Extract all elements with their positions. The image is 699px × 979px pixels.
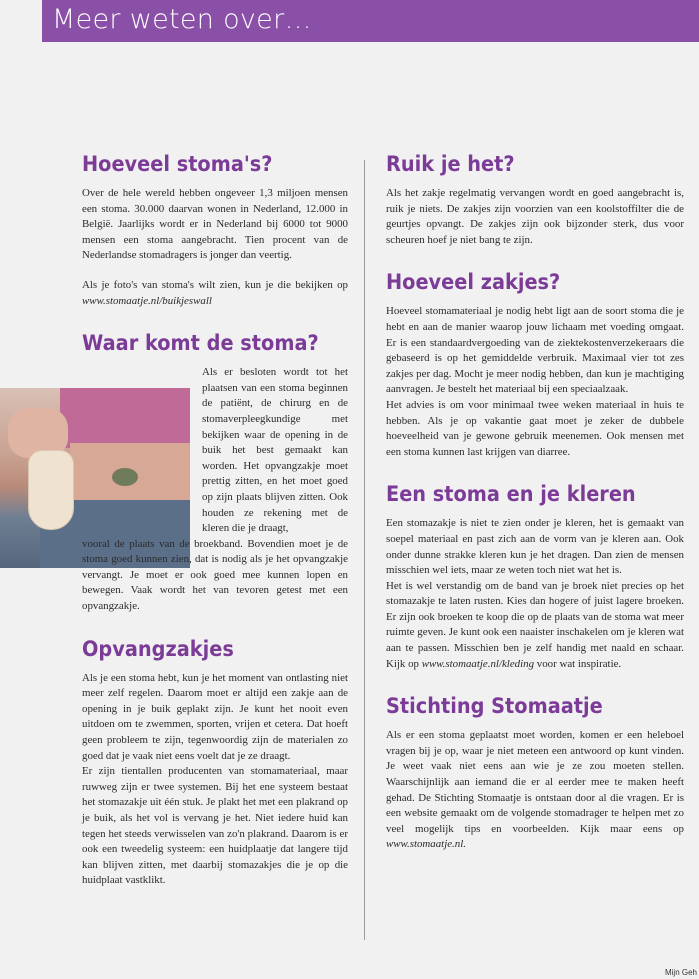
paragraph (82, 278, 348, 309)
heading-een-stoma-en-je-kleren: Een stoma en je kleren (386, 482, 636, 507)
text: Als er een stoma geplaatst moet worden, komen er een heleboel vragen bij je op, waar je niet meteen een antwoord op kunt vinden. Je weet vaak niet eens aan wie je ze zou moeten stellen. Waarschijnlijk aan iemand die er al eerder mee te maken heeft gehad. De Stichting Stomaatje is ontstaan door al die vragen. Er is een website gemaakt om de volgende stomadrager te helpen met zo veel mogelijk tips en voorbeelden. Kijk maar eens op (386, 729, 684, 835)
paragraph: Hoeveel stomamateriaal je nodig hebt ligt aan de soort stoma die je hebt en aan de manier waarop jouw lichaam met voeding omgaat. Er is een standaardvergoeding van de ziektekostenverzekeraars die gebaseerd is op het gemiddelde verbruik. Maximaal vier tot zes zakjes per dag. Mocht je meer nodig hebben, dan kun je machtiging aanvragen. Je bestelt het materiaal bij een speciaalzaak. (386, 305, 684, 396)
page-title: Meer weten over… (52, 4, 312, 35)
heading-hoeveel-stomas: Hoeveel stoma's? (82, 152, 273, 176)
heading-opvangzakjes: Opvangzakjes (82, 636, 234, 661)
paragraph: Als je een stoma hebt, kun je het moment van ontlasting niet meer zelf regelen. Daarom moet er altijd een zakje aan de opening in je buik geplakt zijn. Je kunt het nooit even uitdoen om te zwemmen, sporten, vrijen et cetera. Dat hoeft geen probleem te zijn, tegenwoordig zijn de materialen zo goed dat je vaak niet eens voelt dat je ze draagt. (82, 671, 348, 762)
paragraph: Over de hele wereld hebben ongeveer 1,3 miljoen mensen een stoma. 30.000 daarvan wonen in Nederland, 12.000 in België. Jaarlijks wordt er in Nederland bij 6000 tot 9000 mensen een stoma aangebracht. Tien procent van de Nederlandse stomadragers is jonger dan veertig. (82, 187, 348, 262)
paragraph-wrap: Als er besloten wordt tot het plaatsen van een stoma beginnen de patiënt, de chirurg en de stomaverpleegkundige met bekijken waar de opening in de buik het best gemaakt kan worden. Het opvangzakje moet prettig zitten, en het moet goed op zijn plaats blijven zitten. Ook houden ze rekening met de kleren die je draagt, (202, 366, 348, 535)
link-kleding[interactable]: www.stomaatje.nl/kleding (421, 657, 535, 670)
link-buikjeswall[interactable]: www.stomaatje.nl/buikjeswall (82, 294, 212, 307)
paragraph: Als het zakje regelmatig vervangen wordt en goed aangebracht is, ruik je niets. De zakjes zijn voorzien van een koolstoffilter die de geurtjes opvangt. De zakjes zijn ook bijzonder sterk, dus voor scheuren hoef je niet bang te zijn. (386, 187, 684, 246)
paragraph (386, 579, 684, 673)
link-stomaatje[interactable]: www.stomaatje.nl. (386, 838, 466, 851)
paragraph: Er zijn tientallen producenten van stomamateriaal, maar ruwweg zijn er twee systemen. Bij het ene systeem bestaat het stomazakje uit één stuk. Je plakt het met een plakrand op je buik, als het vol is vervang je het. Niet iedere huid kan tegen het steeds verwisselen van zo'n plakrand. Daarom is er ook een tweedelig systeem: een huidplaatje dat langere tijd kan blijven zitten, met daarbij stomazakjes die je op die huidplaat vastklikt. (82, 765, 348, 887)
heading-hoeveel-zakjes: Hoeveel zakjes? (386, 270, 561, 295)
heading-waar-komt-de-stoma: Waar komt de stoma? (82, 331, 319, 356)
text: Als je foto's van stoma's wilt zien, kun je die bekijken op (82, 278, 348, 291)
left-column (82, 150, 348, 889)
photo-pouch (28, 450, 74, 530)
column-divider (364, 160, 365, 940)
header-bar (42, 0, 699, 42)
text: voor wat inspiratie. (534, 657, 622, 670)
text: Kijk op (386, 657, 422, 670)
heading-ruik-je-het: Ruik je het? (386, 152, 515, 176)
paragraph: Het advies is om voor minimaal twee weken materiaal in huis te hebben. Als je op vakantie gaat moet je zeker de dubbele hoeveelheid van je gewone gebruik meenemen. Ook mensen met een stoma kunnen last krijgen van diarree. (386, 398, 684, 458)
text: Het is wel verstandig om de band van je broek niet precies op het stomazakje te laten rusten. Kies dan hogere of juist lagere broeken. Er zijn ook broeken te koop die op de plaats van de stoma wat meer ruimte geven. Je kunt ook een naaister inschakelen om je kleren wat aan te passen. Misschien ben je zelf handig met naald en schaar. (386, 579, 684, 655)
heading-stichting-stomaatje: Stichting Stomaatje (386, 694, 603, 719)
paragraph (386, 728, 684, 853)
paragraph: vooral de plaats van de broekband. Bovendien moet je de stoma goed kunnen zien, dat is nodig als je het opvangzakje vervangt. Je moet er ook goed mee kunnen lopen en bewegen. Vaak wordt het van tevoren getest met een opvangzakje. (82, 537, 348, 613)
footer-tag: Mijn Geh (664, 968, 697, 977)
paragraph: Een stomazakje is niet te zien onder je kleren, het is gemaakt van soepel materiaal en past zich aan de vorm van je kleren aan. Ook onder dunne strakke kleren kun je het dragen. Dan zien de mensen misschien wel iets, maar ze weten toch niet wat het is. (386, 517, 684, 577)
right-column (386, 150, 684, 853)
